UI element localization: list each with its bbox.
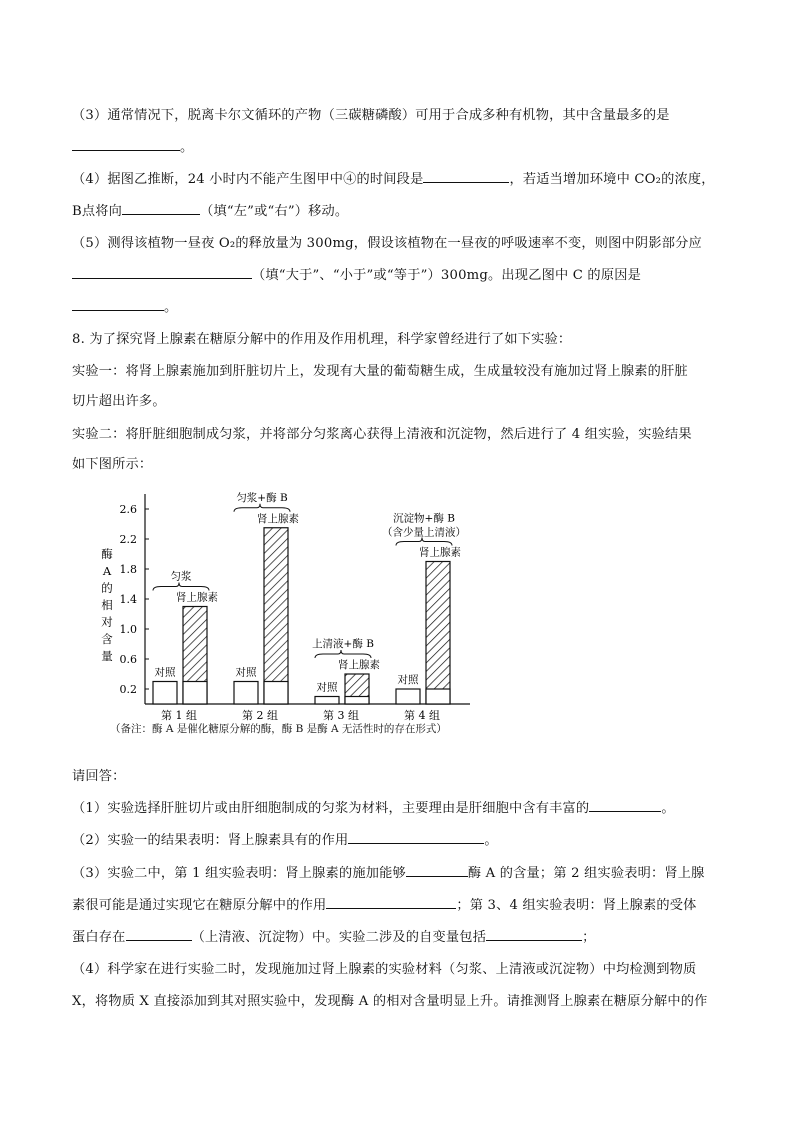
q8-3-text: （3）实验二中，第 1 组实验表明：肾上腺素的施加能够 — [72, 866, 406, 881]
q8-3-text-2: 酶 A 的含量；第 2 组实验表明：肾上腺 — [467, 866, 705, 881]
y-axis-label-char: 酶 — [101, 547, 113, 561]
control-bar — [315, 697, 339, 705]
q8-3-text-3: 素很可能是通过实现它在糖原分解中的作用 — [72, 898, 327, 913]
q8-4-line-2: X，将物质 X 直接添加到其对照实验中，发现酶 A 的相对含量明显上升。请推测肾上腺素在糖原分解中的作 — [72, 994, 708, 1009]
brace — [153, 583, 209, 591]
treatment-label: 肾上腺素 — [338, 659, 380, 671]
q8-2-end: 。 — [484, 833, 498, 848]
brace — [234, 504, 290, 512]
y-axis-label-char: 的 — [101, 581, 113, 595]
q8-3-text-4: ；第 3、4 组实验表明：肾上腺素的受体 — [456, 898, 697, 913]
y-axis-label-char: 含 — [101, 632, 113, 646]
material-label: 上清液+酶 B — [312, 638, 374, 650]
y-tick-label: 1.0 — [119, 623, 137, 636]
q8-1-end: 。 — [661, 801, 675, 816]
q5-line-2 — [72, 264, 641, 283]
q3-answer-line — [72, 136, 193, 155]
answer-blank[interactable] — [126, 927, 192, 941]
category-label: 第 3 组 — [323, 709, 359, 721]
q8-3-text-6: （上清液、沉淀物）中。实验二涉及的自变量包括 — [191, 930, 487, 945]
category-label: 第 1 组 — [161, 709, 197, 721]
q8-3-line-3 — [72, 926, 595, 945]
q4-text-4: （填“左”或“右”）移动。 — [200, 204, 349, 219]
y-tick-label: 0.2 — [119, 683, 137, 696]
q8-2-text: （2）实验一的结果表明：肾上腺素具有的作用 — [72, 833, 349, 848]
answer-blank[interactable] — [423, 169, 509, 183]
material-label: 匀浆 — [170, 570, 192, 583]
problem8-title: 8. 为了探究肾上腺素在糖原分解中的作用及作用机理，科学家曾经进行了如下实验： — [72, 332, 572, 347]
material-label: 匀浆+酶 B — [236, 491, 288, 504]
chart-note: （备注：酶 A 是催化糖原分解的酶，酶 B 是酶 A 无活性时的存在形式） — [110, 723, 447, 735]
q8-3-end: ； — [582, 930, 596, 945]
q3-end: 。 — [180, 140, 194, 155]
enzyme-bar-chart — [85, 486, 485, 721]
q4-line — [72, 168, 715, 187]
q4-line-2 — [72, 200, 348, 219]
answer-blank[interactable] — [406, 863, 468, 877]
q5-text: （5）测得该植物一昼夜 O₂的释放量为 300mg，假设该植物在一昼夜的呼吸速率不变，则图中阴影部分应 — [72, 236, 702, 251]
answer-blank[interactable] — [122, 201, 200, 215]
q8-3-line — [72, 862, 705, 881]
treatment-base — [345, 697, 369, 705]
q8-1-line — [72, 797, 675, 816]
y-tick-label: 2.2 — [119, 533, 137, 546]
q4-text: （4）据图乙推断，24 小时内不能产生图甲中④的时间段是 — [72, 172, 424, 187]
q5-end: 。 — [164, 300, 178, 315]
y-axis-label-char: 量 — [101, 649, 113, 663]
q5-line-3 — [72, 296, 177, 315]
answer-blank[interactable] — [72, 265, 252, 279]
answer-intro: 请回答： — [72, 769, 126, 784]
y-tick-label: 0.6 — [119, 653, 137, 666]
material-label-2: （含少量上清液） — [382, 526, 466, 539]
y-tick-label: 1.8 — [119, 563, 137, 576]
treatment-base — [264, 682, 288, 705]
q5-text-2: （填“大于”、“小于”或“等于”）300mg。出现乙图中 C 的原因是 — [252, 268, 641, 283]
q8-4-line: （4）科学家在进行实验二时，发现施加过肾上腺素的实验材料（匀浆、上清液或沉淀物）中均检测到物质 — [72, 962, 697, 977]
answer-blank[interactable] — [326, 895, 456, 909]
brace — [315, 650, 371, 658]
treatment-label: 肾上腺素 — [257, 512, 299, 525]
q4-text-3: B点将向 — [72, 204, 123, 219]
treatment-bar — [426, 562, 450, 705]
q3-text: （3）通常情况下，脱离卡尔文循环的产物（三碳糖磷酸）可用于合成多种有机物，其中含量最多的是 — [72, 108, 670, 123]
q4-text-2: ，若适当增加环境中 CO₂的浓度， — [509, 172, 715, 187]
exp2-text: 实验二：将肝脏细胞制成匀浆，并将部分匀浆离心获得上清液和沉淀物，然后进行了 4 组实验，实验结果 — [72, 427, 692, 442]
y-axis-label-char: 相 — [101, 598, 113, 612]
treatment-bar — [264, 528, 288, 704]
q3-line — [72, 104, 670, 123]
category-label: 第 4 组 — [404, 709, 440, 721]
q8-1-text: （1）实验选择肝脏切片或由肝细胞制成的匀浆为材料，主要理由是肝细胞中含有丰富的 — [72, 801, 590, 816]
q8-3-line-2 — [72, 894, 697, 913]
q8-3-text-5: 蛋白存在 — [72, 930, 126, 945]
material-label: 沉淀物+酶 B — [393, 512, 455, 525]
treatment-label: 肾上腺素 — [176, 591, 218, 604]
y-axis-label-char: 对 — [101, 615, 113, 629]
control-label: 对照 — [316, 681, 338, 694]
exp1-text: 实验一：将肾上腺素施加到肝脏切片上，发现有大量的葡萄糖生成，生成量较没有施加过肾上腺素的肝脏 — [72, 364, 688, 379]
control-label: 对照 — [154, 666, 176, 679]
treatment-base — [183, 682, 207, 705]
answer-blank[interactable] — [486, 927, 582, 941]
control-bar — [396, 689, 420, 704]
y-axis-label-char: A — [102, 564, 112, 578]
category-label: 第 2 组 — [242, 709, 278, 721]
treatment-base — [426, 689, 450, 704]
y-tick-label: 1.4 — [119, 593, 137, 606]
answer-blank[interactable] — [72, 137, 180, 151]
exp1-text-2: 切片超出许多。 — [72, 394, 166, 409]
brace — [396, 538, 452, 546]
q5-line — [72, 232, 702, 251]
y-tick-label: 2.6 — [119, 503, 137, 516]
control-bar — [153, 682, 177, 705]
control-label: 对照 — [397, 674, 419, 686]
answer-blank[interactable] — [348, 830, 484, 844]
answer-blank[interactable] — [72, 297, 164, 311]
answer-blank[interactable] — [589, 798, 661, 812]
q8-2-line — [72, 829, 498, 848]
control-label: 对照 — [235, 666, 257, 679]
control-bar — [234, 682, 258, 705]
treatment-label: 肾上腺素 — [419, 546, 461, 559]
exp2-text-2: 如下图所示： — [72, 457, 153, 472]
